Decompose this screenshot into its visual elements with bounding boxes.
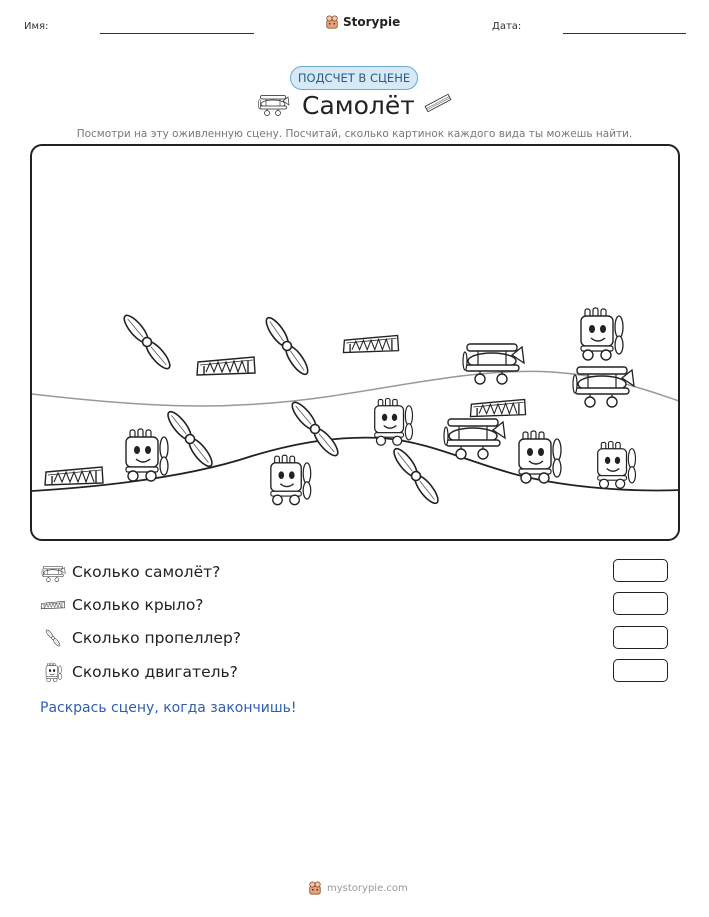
footer (308, 880, 408, 896)
page-title: Самолёт (302, 91, 415, 120)
engine-4 (271, 455, 311, 504)
engine-1 (581, 308, 623, 360)
scene-illustration (32, 146, 680, 541)
wing-2 (343, 335, 398, 352)
answer-box-wing[interactable] (613, 592, 668, 615)
propeller-1 (121, 312, 174, 372)
question-text: Сколько двигатель? (72, 663, 238, 681)
airplane-1 (463, 344, 524, 384)
date-label: Дата: (492, 21, 522, 32)
answer-box-airplane[interactable] (613, 559, 668, 582)
worksheet-type-badge: ПОДСЧЕТ В СЦЕНЕ (290, 66, 418, 90)
storypie-logo-icon (325, 14, 339, 30)
airplane-2 (573, 367, 634, 407)
question-row-propeller (40, 627, 241, 649)
airplane-3 (444, 419, 505, 459)
propeller-5 (390, 446, 441, 507)
propeller-2 (263, 315, 312, 378)
name-label: Имя: (24, 21, 49, 32)
footer-url[interactable]: mystorypie.com (327, 882, 408, 894)
propeller-icon (40, 627, 66, 649)
wing-3 (470, 399, 525, 416)
airplane-icon (40, 561, 66, 583)
storypie-logo-icon (308, 880, 322, 896)
wood-plank-icon (422, 92, 454, 114)
question-text: Сколько самолёт? (72, 563, 221, 581)
engine-6 (598, 442, 636, 489)
engine-2 (375, 399, 413, 446)
instructions-text: Посмотри на эту оживленную сцену. Посчитай, сколько картинок каждого вида ты можешь найти. (76, 128, 633, 140)
airplane-icon (256, 91, 290, 121)
question-row-wing (40, 594, 204, 616)
propeller-4 (289, 399, 342, 459)
answer-box-engine[interactable] (613, 659, 668, 682)
brand-name: Storypie (343, 15, 401, 29)
engine-5 (519, 431, 561, 483)
name-line[interactable] (100, 33, 254, 34)
propeller-3 (164, 409, 215, 470)
date-line[interactable] (563, 33, 686, 34)
question-row-airplane (40, 561, 220, 583)
question-text: Сколько крыло? (72, 596, 204, 614)
coloring-note: Раскрась сцену, когда закончишь! (40, 700, 297, 716)
question-row-engine (40, 661, 238, 683)
wing-4 (45, 467, 103, 485)
brand-logo (325, 14, 400, 30)
wing-1 (197, 357, 255, 375)
answer-box-propeller[interactable] (613, 626, 668, 649)
question-text: Сколько пропеллер? (72, 629, 242, 647)
counting-scene (30, 144, 680, 541)
wing-icon (40, 594, 66, 616)
engine-3 (126, 429, 168, 481)
engine-icon (40, 661, 66, 683)
